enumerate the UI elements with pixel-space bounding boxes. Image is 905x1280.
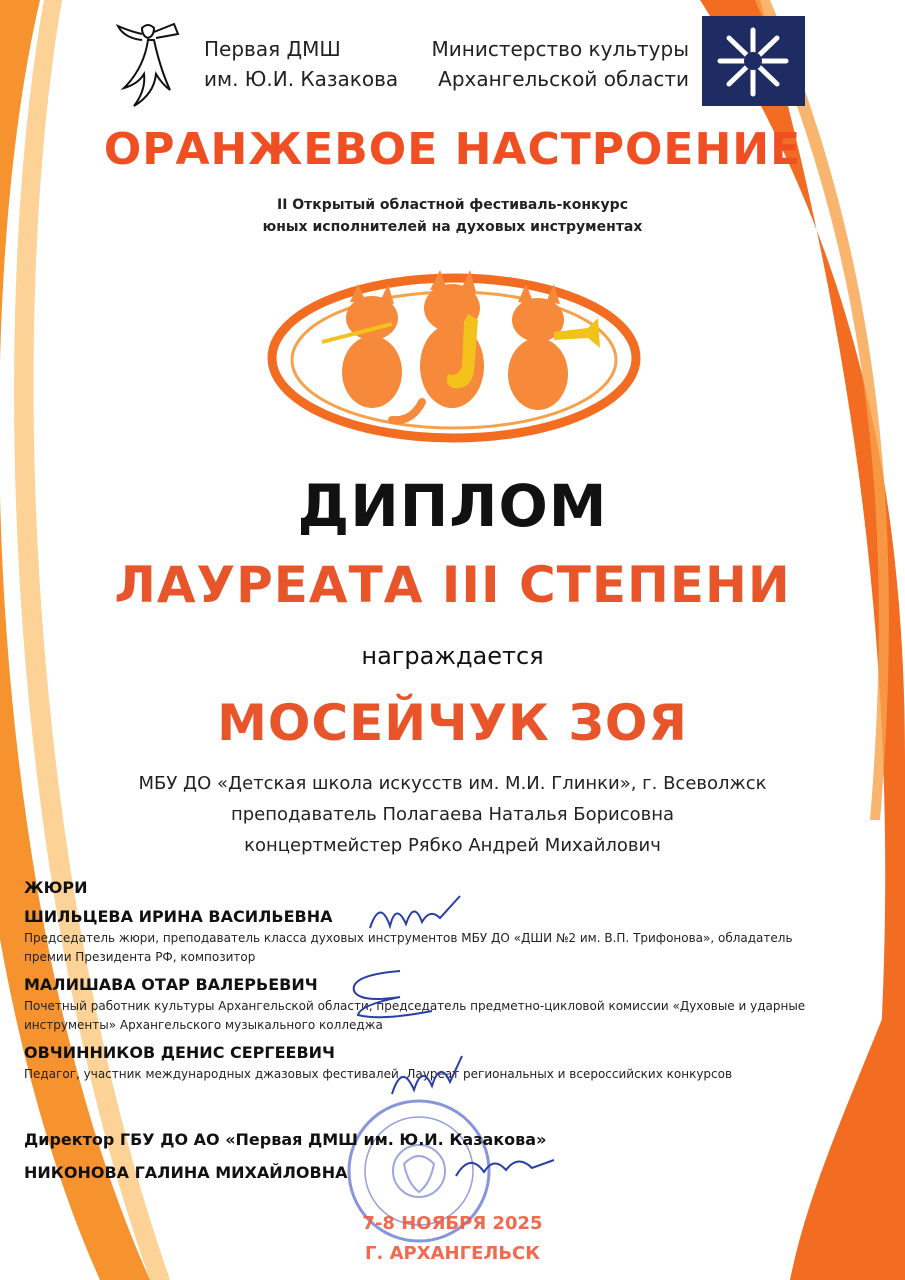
ministry-star-logo-icon: [702, 16, 805, 106]
signature-director: [450, 1146, 560, 1186]
school-name-line1: Первая ДМШ: [204, 37, 341, 61]
jury-member-name: ОВЧИННИКОВ ДЕНИС СЕРГЕЕВИЧ: [24, 1043, 335, 1062]
festival-cats-emblem: [262, 262, 646, 454]
winner-organization: МБУ ДО «Детская школа искусств им. М.И. Глинки», г. Всеволжск: [138, 773, 767, 794]
jury-member-description-line1: Почетный работник культуры Архангельской области, председатель предметно-цикловой комиссии «Духовые и ударные: [24, 999, 806, 1013]
ministry-name: [432, 34, 689, 94]
jury-member-description-line1: Председатель жюри, преподаватель класса духовых инструментов МБУ ДО «ДШИ №2 им. В.П. Трифонова», обладатель: [24, 931, 793, 945]
jury-heading: ЖЮРИ: [24, 878, 88, 897]
festival-subtitle-line2: юных исполнителей на духовых инструментах: [262, 219, 643, 235]
ministry-name-line1: Министерство культуры: [431, 37, 689, 61]
winner-name: МОСЕЙЧУК ЗОЯ: [217, 694, 688, 752]
jury-member-name: ШИЛЬЦЕВА ИРИНА ВАСИЛЬЕВНА: [24, 907, 333, 926]
awarded-label: награждается: [361, 642, 544, 670]
angel-trumpet-logo-icon: [104, 18, 200, 110]
school-name-line2: им. Ю.И. Казакова: [204, 67, 399, 91]
jury-member-description-line2: премии Президента РФ, композитор: [24, 950, 256, 964]
winner-details: [0, 768, 905, 861]
jury-member-description-line1: Педагог, участник международных джазовых фестивалей, Лауреат региональных и всероссийских конкурсов: [24, 1067, 733, 1081]
laureate-degree: ЛАУРЕАТА III СТЕПЕНИ: [114, 556, 791, 614]
school-name: [204, 34, 398, 94]
signature-malishava: [340, 965, 450, 1025]
cat-saxophone-icon: [392, 270, 484, 420]
ministry-name-line2: Архангельской области: [438, 67, 689, 91]
signature-shiltseva: [360, 888, 470, 948]
jury-member-name: МАЛИШАВА ОТАР ВАЛЕРЬЕВИЧ: [24, 975, 318, 994]
event-city: Г. АРХАНГЕЛЬСК: [365, 1243, 540, 1264]
festival-subtitle: [0, 194, 905, 238]
director-role: Директор ГБУ ДО АО «Первая ДМШ им. Ю.И. Казакова»: [24, 1130, 547, 1149]
winner-teacher: преподаватель Полагаева Наталья Борисовна: [230, 804, 675, 825]
event-date: 7-8 НОЯБРЯ 2025: [362, 1213, 543, 1234]
diploma-title: ДИПЛОМ: [297, 472, 608, 540]
jury-member-description-line2: инструменты» Архангельского музыкального колледжа: [24, 1018, 383, 1032]
ministry-logo: [702, 16, 805, 106]
festival-title: ОРАНЖЕВОЕ НАСТРОЕНИЕ: [103, 124, 802, 175]
director-name: НИКОНОВА ГАЛИНА МИХАЙЛОВНА: [24, 1163, 348, 1182]
winner-accompanist: концертмейстер Рябко Андрей Михайлович: [244, 835, 661, 856]
festival-subtitle-line1: II Открытый областной фестиваль-конкурс: [276, 197, 628, 213]
